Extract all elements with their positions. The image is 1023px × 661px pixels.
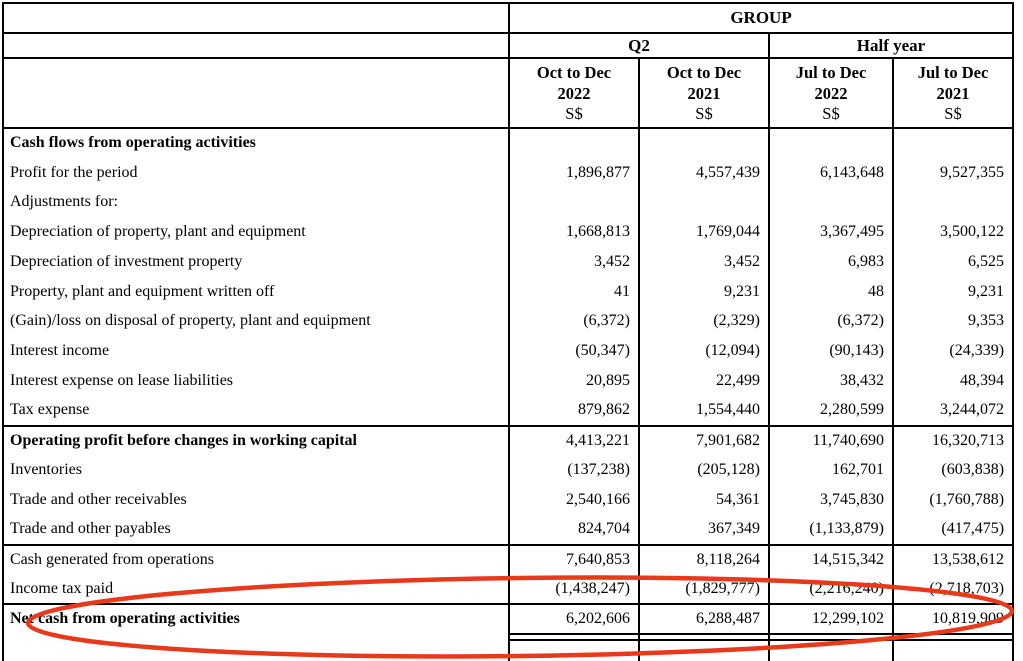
table-row xyxy=(3,247,1013,277)
cell-value: 162,701 xyxy=(769,455,893,485)
row-label: Cash flows from operating activities xyxy=(3,128,509,158)
empty-corner-cell xyxy=(3,58,509,128)
empty-trailing-row xyxy=(3,640,1013,661)
half-year-header: Half year xyxy=(769,33,1013,58)
cell-value: 1,668,813 xyxy=(509,217,639,247)
cell-value: (1,438,247) xyxy=(509,574,639,604)
cell-value: 3,452 xyxy=(509,247,639,277)
cell-value: 11,740,690 xyxy=(769,426,893,456)
table-row xyxy=(3,545,1013,575)
empty-corner-cell xyxy=(3,33,509,58)
table-header xyxy=(3,3,1013,128)
cell-value: (137,238) xyxy=(509,455,639,485)
cell-value: 8,118,264 xyxy=(639,545,769,575)
cell-value: 20,895 xyxy=(509,366,639,396)
table-row xyxy=(3,604,1013,634)
row-label: (Gain)/loss on disposal of property, plant and equipment xyxy=(3,307,509,337)
row-label: Trade and other receivables xyxy=(3,485,509,515)
cell-value: 3,452 xyxy=(639,247,769,277)
column-year: 2022 xyxy=(557,84,591,103)
column-currency: S$ xyxy=(944,104,962,123)
column-period: Oct to Dec xyxy=(536,63,612,82)
cell-value: (205,128) xyxy=(639,455,769,485)
row-label: Income tax paid xyxy=(3,574,509,604)
cell-value: 12,299,102 xyxy=(769,604,893,634)
table-row xyxy=(3,188,1013,218)
column-currency: S$ xyxy=(565,104,583,123)
group-header-row xyxy=(3,3,1013,33)
cell-value xyxy=(893,128,1013,158)
cell-value: (1,133,879) xyxy=(769,515,893,545)
cell-value: 3,745,830 xyxy=(769,485,893,515)
cell-value: (2,718,703) xyxy=(893,574,1013,604)
cell-value: (12,094) xyxy=(639,336,769,366)
column-period: Oct to Dec xyxy=(666,63,742,82)
q2-header: Q2 xyxy=(509,33,769,58)
table-footer xyxy=(3,634,1013,661)
cell-value: 10,819,909 xyxy=(893,604,1013,634)
cell-value: 879,862 xyxy=(509,396,639,426)
cell-value: 6,983 xyxy=(769,247,893,277)
cell-value xyxy=(769,188,893,218)
column-currency: S$ xyxy=(695,104,713,123)
column-year: 2022 xyxy=(814,84,848,103)
row-label: Depreciation of property, plant and equipment xyxy=(3,217,509,247)
row-label: Property, plant and equipment written off xyxy=(3,277,509,307)
cell-value: (6,372) xyxy=(769,307,893,337)
empty-cell xyxy=(639,640,769,661)
cell-value: (2,329) xyxy=(639,307,769,337)
cell-value: 2,280,599 xyxy=(769,396,893,426)
table-row xyxy=(3,128,1013,158)
cell-value: 367,349 xyxy=(639,515,769,545)
row-label: Interest expense on lease liabilities xyxy=(3,366,509,396)
cell-value: 41 xyxy=(509,277,639,307)
cell-value: 48,394 xyxy=(893,366,1013,396)
column-currency: S$ xyxy=(822,104,840,123)
cell-value xyxy=(639,188,769,218)
column-period: Jul to Dec xyxy=(917,63,989,82)
cell-value: (6,372) xyxy=(509,307,639,337)
cell-value: 9,353 xyxy=(893,307,1013,337)
row-label: Net cash from operating activities xyxy=(3,604,509,634)
cash-flow-table xyxy=(2,2,1014,661)
column-header-q2-2021 xyxy=(639,58,769,128)
cell-value: 824,704 xyxy=(509,515,639,545)
row-label: Profit for the period xyxy=(3,158,509,188)
table-row xyxy=(3,455,1013,485)
row-label: Cash generated from operations xyxy=(3,545,509,575)
table-row xyxy=(3,366,1013,396)
row-label: Interest income xyxy=(3,336,509,366)
cell-value xyxy=(769,128,893,158)
cell-value: 54,361 xyxy=(639,485,769,515)
cell-value: 9,527,355 xyxy=(893,158,1013,188)
table-row xyxy=(3,217,1013,247)
cell-value: 4,557,439 xyxy=(639,158,769,188)
empty-cell xyxy=(509,640,639,661)
cell-value xyxy=(509,188,639,218)
cell-value: 6,525 xyxy=(893,247,1013,277)
cell-value: 1,554,440 xyxy=(639,396,769,426)
column-year: 2021 xyxy=(687,84,721,103)
cell-value: 48 xyxy=(769,277,893,307)
table-row xyxy=(3,277,1013,307)
cell-value: (1,760,788) xyxy=(893,485,1013,515)
cell-value: (1,829,777) xyxy=(639,574,769,604)
cell-value: 14,515,342 xyxy=(769,545,893,575)
cell-value: 1,896,877 xyxy=(509,158,639,188)
table-body xyxy=(3,128,1013,634)
table-row xyxy=(3,336,1013,366)
row-label: Adjustments for: xyxy=(3,188,509,218)
cell-value: (2,216,240) xyxy=(769,574,893,604)
cell-value: 6,288,487 xyxy=(639,604,769,634)
cell-value: 6,202,606 xyxy=(509,604,639,634)
cell-value: (24,339) xyxy=(893,336,1013,366)
cell-value: 6,143,648 xyxy=(769,158,893,188)
table-row xyxy=(3,574,1013,604)
cell-value xyxy=(509,128,639,158)
cell-value: 38,432 xyxy=(769,366,893,396)
cell-value xyxy=(893,188,1013,218)
table-row xyxy=(3,158,1013,188)
empty-cell xyxy=(893,640,1013,661)
table-row xyxy=(3,485,1013,515)
cell-value: 7,901,682 xyxy=(639,426,769,456)
cell-value: (50,347) xyxy=(509,336,639,366)
row-label: Depreciation of investment property xyxy=(3,247,509,277)
cell-value: 13,538,612 xyxy=(893,545,1013,575)
empty-corner-cell xyxy=(3,3,509,33)
group-header: GROUP xyxy=(509,3,1013,33)
cell-value: 16,320,713 xyxy=(893,426,1013,456)
row-label: Operating profit before changes in working capital xyxy=(3,426,509,456)
cell-value: 3,500,122 xyxy=(893,217,1013,247)
row-label: Tax expense xyxy=(3,396,509,426)
cell-value: (90,143) xyxy=(769,336,893,366)
cell-value: 7,640,853 xyxy=(509,545,639,575)
cell-value: (417,475) xyxy=(893,515,1013,545)
table-row xyxy=(3,515,1013,545)
table-row xyxy=(3,307,1013,337)
cell-value: 1,769,044 xyxy=(639,217,769,247)
column-period: Jul to Dec xyxy=(795,63,867,82)
cell-value xyxy=(639,128,769,158)
column-year: 2021 xyxy=(936,84,970,103)
cell-value: 9,231 xyxy=(639,277,769,307)
cell-value: 4,413,221 xyxy=(509,426,639,456)
cell-value: 2,540,166 xyxy=(509,485,639,515)
empty-cell xyxy=(3,640,509,661)
column-header-hy-2022 xyxy=(769,58,893,128)
column-header-row xyxy=(3,58,1013,128)
table-row xyxy=(3,426,1013,456)
cell-value: 3,367,495 xyxy=(769,217,893,247)
cell-value: 9,231 xyxy=(893,277,1013,307)
cell-value: (603,838) xyxy=(893,455,1013,485)
column-header-q2-2022 xyxy=(509,58,639,128)
row-label: Trade and other payables xyxy=(3,515,509,545)
table-row xyxy=(3,396,1013,426)
empty-cell xyxy=(769,640,893,661)
cell-value: 3,244,072 xyxy=(893,396,1013,426)
column-header-hy-2021 xyxy=(893,58,1013,128)
period-header-row xyxy=(3,33,1013,58)
cell-value: 22,499 xyxy=(639,366,769,396)
row-label: Inventories xyxy=(3,455,509,485)
